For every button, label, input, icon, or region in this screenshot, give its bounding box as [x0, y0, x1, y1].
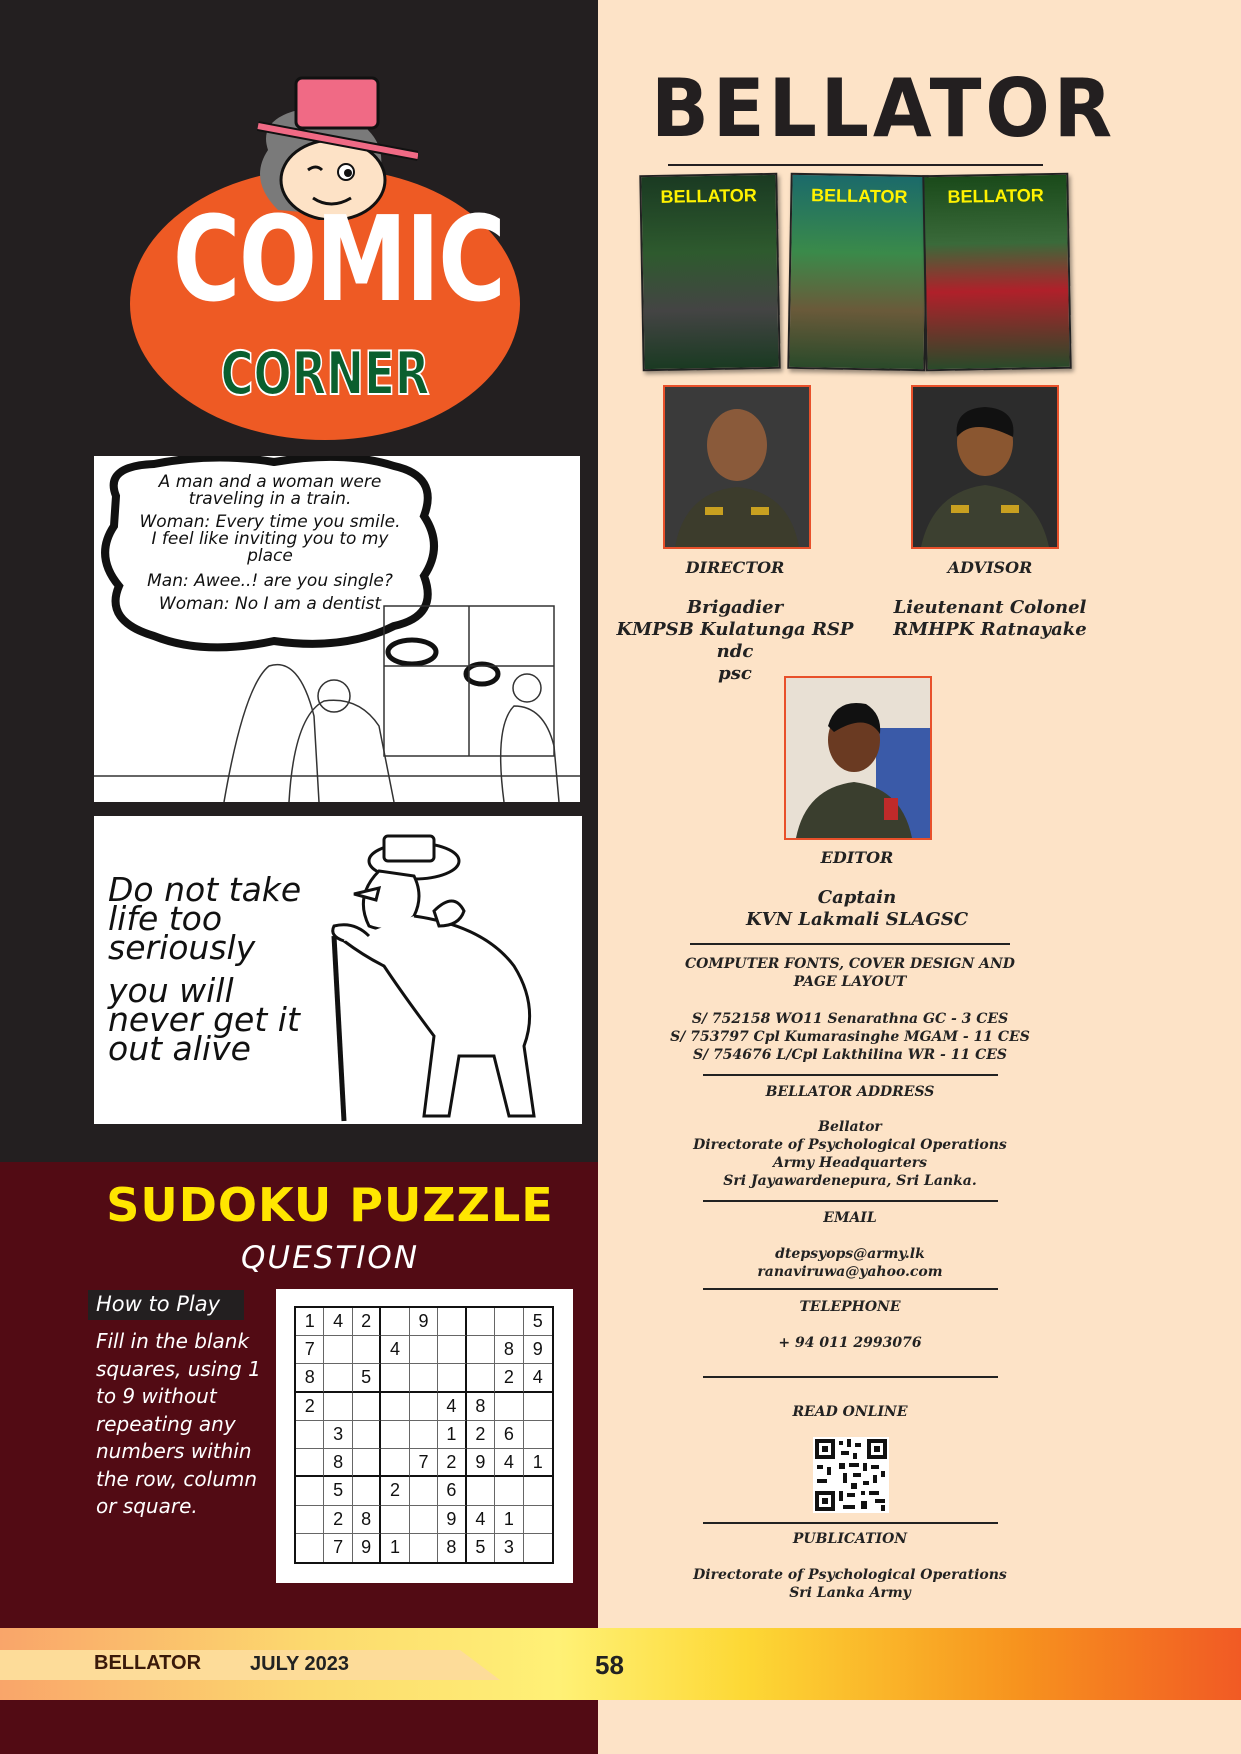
- sudoku-cell[interactable]: 2: [296, 1393, 324, 1421]
- sudoku-cell[interactable]: [381, 1421, 409, 1449]
- editor-role: EDITOR: [820, 848, 894, 867]
- sudoku-cell[interactable]: 8: [324, 1449, 352, 1477]
- sudoku-cell[interactable]: 1: [296, 1308, 324, 1336]
- sudoku-cell[interactable]: 3: [324, 1421, 352, 1449]
- editor-name: [712, 887, 1002, 931]
- sudoku-title: SUDOKU PUZZLE: [106, 1178, 554, 1232]
- quote-line-3: seriously: [108, 928, 256, 967]
- design-heading: COMPUTER FONTS, COVER DESIGN AND PAGE LAYOUT: [685, 956, 1015, 990]
- sudoku-cell[interactable]: [410, 1393, 438, 1421]
- sudoku-cell[interactable]: 4: [381, 1336, 409, 1364]
- divider-read-online: [703, 1522, 998, 1524]
- sudoku-cell[interactable]: [296, 1534, 324, 1562]
- comic-panel-quote: [94, 816, 582, 1124]
- sudoku-cell[interactable]: 2: [438, 1449, 466, 1477]
- advisor-name-line-1: Lieutenant Colonel: [893, 597, 1087, 618]
- design-credit-2: S/ 753797 Cpl Kumarasinghe MGAM - 11 CES: [670, 1029, 1030, 1045]
- sudoku-cell[interactable]: 3: [495, 1534, 523, 1562]
- quote-line-1: Do not take: [108, 870, 302, 909]
- sudoku-cell[interactable]: 6: [495, 1421, 523, 1449]
- sudoku-cell[interactable]: 5: [467, 1534, 495, 1562]
- sudoku-cell[interactable]: [524, 1477, 552, 1505]
- director-role: DIRECTOR: [685, 558, 785, 577]
- comic-panel-train: [94, 456, 580, 802]
- sudoku-cell[interactable]: [438, 1308, 466, 1336]
- how-to-play-text: Fill in the blank squares, using 1 to 9 without repeating any numbers within the row, column or square.: [96, 1329, 261, 1518]
- sudoku-cell[interactable]: [324, 1336, 352, 1364]
- sudoku-cell[interactable]: 7: [324, 1534, 352, 1562]
- sudoku-cell[interactable]: [467, 1336, 495, 1364]
- design-credit-1: S/ 752158 WO11 Senarathna GC - 3 CES: [691, 1011, 1009, 1027]
- advisor-name: [860, 597, 1120, 641]
- sudoku-cell[interactable]: [438, 1336, 466, 1364]
- sudoku-cell[interactable]: 8: [438, 1534, 466, 1562]
- sudoku-cell[interactable]: [353, 1336, 381, 1364]
- sudoku-cell[interactable]: [524, 1421, 552, 1449]
- sudoku-cell[interactable]: [381, 1393, 409, 1421]
- director-name-line-1: Brigadier: [686, 597, 784, 618]
- sudoku-cell[interactable]: [410, 1421, 438, 1449]
- sudoku-cell[interactable]: 4: [495, 1449, 523, 1477]
- quote-line-6: out alive: [108, 1029, 251, 1068]
- magazine-title: BELLATOR: [651, 62, 1116, 155]
- sudoku-cell[interactable]: [410, 1477, 438, 1505]
- old-man-illustration: [284, 816, 582, 1124]
- officer-portrait-icon: [913, 387, 1057, 547]
- sudoku-cell[interactable]: [495, 1393, 523, 1421]
- logo-word-comic: COMIC: [172, 190, 505, 328]
- joke-line-4: I feel like inviting you to my: [151, 529, 389, 549]
- divider-telephone: [703, 1376, 998, 1378]
- cover-thumbnail-3[interactable]: [922, 173, 1071, 372]
- divider-address: [703, 1200, 998, 1202]
- sudoku-cell[interactable]: [353, 1393, 381, 1421]
- officer-portrait-icon: [665, 387, 809, 547]
- cover-1-title: BELLATOR: [660, 185, 757, 207]
- sudoku-cell[interactable]: 4: [524, 1364, 552, 1392]
- sudoku-cell[interactable]: [410, 1506, 438, 1534]
- sudoku-grid-card: [276, 1289, 573, 1583]
- director-name-line-2: KMPSB Kulatunga RSP ndc: [616, 619, 854, 662]
- address-line-4: Sri Jayawardenepura, Sri Lanka.: [723, 1173, 977, 1189]
- qr-code-icon[interactable]: [813, 1437, 889, 1513]
- divider-editor: [690, 943, 1010, 945]
- sudoku-cell[interactable]: [467, 1477, 495, 1505]
- address-line-3: Army Headquarters: [772, 1155, 928, 1171]
- sudoku-cell[interactable]: [410, 1534, 438, 1562]
- director-photo: [663, 385, 811, 549]
- sudoku-cell[interactable]: 5: [524, 1308, 552, 1336]
- email-2[interactable]: ranaviruwa@yahoo.com: [757, 1264, 943, 1280]
- sudoku-cell[interactable]: 2: [381, 1477, 409, 1505]
- telephone-number: + 94 011 2993076: [778, 1335, 922, 1351]
- address-line-2: Directorate of Psychological Operations: [693, 1137, 1007, 1153]
- sudoku-cell[interactable]: [296, 1506, 324, 1534]
- sudoku-cell[interactable]: 2: [324, 1506, 352, 1534]
- sudoku-cell[interactable]: [524, 1506, 552, 1534]
- quote-line-4: you will: [108, 971, 234, 1010]
- sudoku-cell[interactable]: [381, 1506, 409, 1534]
- sudoku-cell[interactable]: [381, 1364, 409, 1392]
- sudoku-grid: [294, 1306, 554, 1564]
- sudoku-cell[interactable]: 2: [495, 1364, 523, 1392]
- design-credits: [650, 1010, 1050, 1064]
- sudoku-cell[interactable]: [324, 1364, 352, 1392]
- joke-line-3: Woman: Every time you smile.: [139, 512, 401, 532]
- publication-line-2: Sri Lanka Army: [789, 1585, 911, 1601]
- title-divider: [668, 164, 1043, 166]
- director-name: [600, 597, 870, 685]
- sudoku-cell[interactable]: 5: [353, 1364, 381, 1392]
- page-number: 58: [595, 1650, 624, 1680]
- sudoku-cell[interactable]: 9: [438, 1506, 466, 1534]
- sudoku-cell[interactable]: [524, 1534, 552, 1562]
- sudoku-cell[interactable]: [524, 1393, 552, 1421]
- joke-line-1: A man and a woman were: [158, 472, 382, 492]
- sudoku-cell[interactable]: 4: [438, 1393, 466, 1421]
- how-to-play-label: How to Play: [96, 1292, 221, 1316]
- address-block: [680, 1118, 1020, 1190]
- sudoku-cell[interactable]: 9: [410, 1308, 438, 1336]
- sudoku-cell[interactable]: [296, 1449, 324, 1477]
- read-online-heading: READ ONLINE: [792, 1404, 908, 1420]
- telephone-heading: TELEPHONE: [799, 1299, 901, 1315]
- cover-2-title: BELLATOR: [810, 185, 908, 207]
- joke-line-5: place: [247, 546, 293, 566]
- address-heading: BELLATOR ADDRESS: [765, 1084, 935, 1100]
- sudoku-cell[interactable]: 9: [524, 1336, 552, 1364]
- sudoku-cell[interactable]: 9: [467, 1449, 495, 1477]
- sudoku-cell[interactable]: [353, 1421, 381, 1449]
- publication-block: [660, 1566, 1040, 1602]
- divider-email: [703, 1288, 998, 1290]
- sudoku-cell[interactable]: [495, 1308, 523, 1336]
- sudoku-cell[interactable]: [296, 1477, 324, 1505]
- sudoku-cell[interactable]: [381, 1449, 409, 1477]
- sudoku-cell[interactable]: 1: [524, 1449, 552, 1477]
- sudoku-cell[interactable]: [353, 1477, 381, 1505]
- advisor-photo: [911, 385, 1059, 549]
- joke-line-6: Man: Awee..! are you single?: [147, 571, 393, 591]
- email-block: [700, 1245, 1000, 1281]
- footer-date: JULY 2023: [250, 1653, 349, 1675]
- director-name-line-3: psc: [718, 663, 752, 684]
- email-heading: EMAIL: [823, 1210, 877, 1226]
- publication-line-1: Directorate of Psychological Operations: [693, 1567, 1007, 1583]
- design-credit-3: S/ 754676 L/Cpl Lakthilina WR - 11 CES: [692, 1047, 1008, 1063]
- sudoku-cell[interactable]: 2: [467, 1421, 495, 1449]
- sudoku-cell[interactable]: 8: [353, 1506, 381, 1534]
- editor-name-line-1: Captain: [817, 887, 897, 908]
- address-line-1: Bellator: [818, 1119, 882, 1135]
- cover-thumbnail-1[interactable]: [639, 173, 780, 371]
- sudoku-cell[interactable]: [324, 1393, 352, 1421]
- sudoku-cell[interactable]: 9: [353, 1534, 381, 1562]
- sudoku-cell[interactable]: [381, 1308, 409, 1336]
- divider-design: [703, 1074, 998, 1076]
- officer-portrait-icon: [786, 678, 930, 838]
- footer-magazine-name: BELLATOR: [94, 1652, 202, 1674]
- sudoku-cell[interactable]: [353, 1449, 381, 1477]
- advisor-role: ADVISOR: [947, 558, 1033, 577]
- sudoku-cell[interactable]: 8: [296, 1364, 324, 1392]
- sudoku-cell[interactable]: 7: [296, 1336, 324, 1364]
- sudoku-subtitle: QUESTION: [240, 1240, 420, 1276]
- cover-thumbnail-2[interactable]: [787, 173, 928, 371]
- sudoku-cell[interactable]: 8: [495, 1336, 523, 1364]
- sudoku-cell[interactable]: [495, 1477, 523, 1505]
- publication-heading: PUBLICATION: [792, 1531, 908, 1547]
- logo-word-corner: CORNER: [220, 339, 430, 409]
- sudoku-cell[interactable]: 7: [410, 1449, 438, 1477]
- joke-line-7: Woman: No I am a dentist: [158, 594, 382, 614]
- quote-line-5: never get it: [108, 1000, 300, 1039]
- sudoku-cell[interactable]: [438, 1364, 466, 1392]
- editor-photo: [784, 676, 932, 840]
- sudoku-cell[interactable]: 4: [324, 1308, 352, 1336]
- sudoku-cell[interactable]: 2: [353, 1308, 381, 1336]
- sudoku-cell[interactable]: [296, 1421, 324, 1449]
- sudoku-cell[interactable]: [410, 1336, 438, 1364]
- sudoku-cell[interactable]: 6: [438, 1477, 466, 1505]
- bottom-strip-right: [598, 1700, 1241, 1754]
- sudoku-cell[interactable]: [467, 1364, 495, 1392]
- sudoku-cell[interactable]: 1: [381, 1534, 409, 1562]
- sudoku-cell[interactable]: [467, 1308, 495, 1336]
- sudoku-cell[interactable]: 8: [467, 1393, 495, 1421]
- advisor-name-line-2: RMHPK Ratnayake: [893, 619, 1087, 640]
- quote-line-2: life too: [108, 899, 223, 938]
- sudoku-cell[interactable]: [410, 1364, 438, 1392]
- sudoku-cell[interactable]: 5: [324, 1477, 352, 1505]
- cover-3-title: BELLATOR: [947, 185, 1044, 207]
- sudoku-cell[interactable]: 1: [495, 1506, 523, 1534]
- editor-name-line-2: KVN Lakmali SLAGSC: [745, 909, 969, 930]
- email-1[interactable]: dtepsyops@army.lk: [775, 1246, 925, 1262]
- sudoku-cell[interactable]: 1: [438, 1421, 466, 1449]
- sudoku-cell[interactable]: 4: [467, 1506, 495, 1534]
- joke-line-2: traveling in a train.: [188, 489, 352, 509]
